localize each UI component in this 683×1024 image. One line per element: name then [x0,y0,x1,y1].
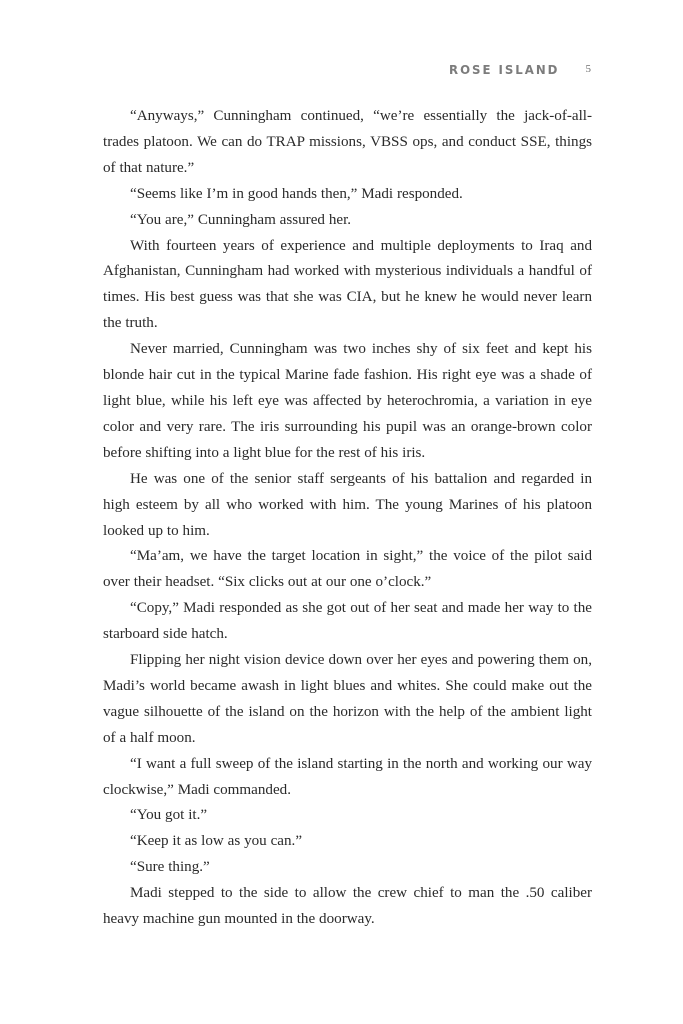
paragraph: “Ma’am, we have the target location in sight,” the voice of the pilot said over their headset. “Six clicks out at our one o’clock.” [103,548,592,591]
paragraph: “Seems like I’m in good hands then,” Madi responded. [130,185,463,202]
paragraph: “You are,” Cunningham assured her. [130,211,352,228]
paragraph: “I want a full sweep of the island starting in the north and working our way clockwise,” Madi commanded. [103,755,592,798]
paragraph: “You got it.” [130,807,208,824]
paragraph: Madi stepped to the side to allow the crew chief to man the .50 caliber heavy machine gun mounted in the doorway. [103,885,592,928]
running-head [103,59,591,79]
page-number: 5 [585,63,591,75]
paragraph: Never married, Cunningham was two inches shy of six feet and kept his blonde hair cut in the typical Marine fade fashion. His right eye was a shade of light blue, while his left eye was affected by heterochromia, a variation in eye color and very rare. The iris surrounding his pupil was an orange-brown color before shifting into a light blue for the rest of his iris. [103,341,592,461]
paragraph: “Sure thing.” [130,859,210,876]
paragraph: “Copy,” Madi responded as she got out of her seat and made her way to the starboard side hatch. [103,600,592,643]
paragraph: “Keep it as low as you can.” [130,833,303,850]
paragraph: He was one of the senior staff sergeants of his battalion and regarded in high esteem by all who worked with him. The young Marines of his platoon looked up to him. [103,470,592,539]
paragraph: “Anyways,” Cunningham continued, “we’re essentially the jack-of-all-trades platoon. We can do TRAP missions, VBSS ops, and conduct SSE, things of that nature.” [103,108,592,176]
paragraph: With fourteen years of experience and multiple deployments to Iraq and Afghanistan, Cunningham had worked with mysterious individuals a handful of times. His best guess was that she was CIA, but he knew he would never learn the truth. [103,237,592,332]
paragraph: Flipping her night vision device down over her eyes and powering them on, Madi’s world became awash in light blues and whites. She could make out the vague silhouette of the island on the horizon with the help of the ambient light of a half moon. [103,652,592,746]
book-title: ROSE ISLAND [448,61,559,77]
body-text-block [103,104,592,933]
